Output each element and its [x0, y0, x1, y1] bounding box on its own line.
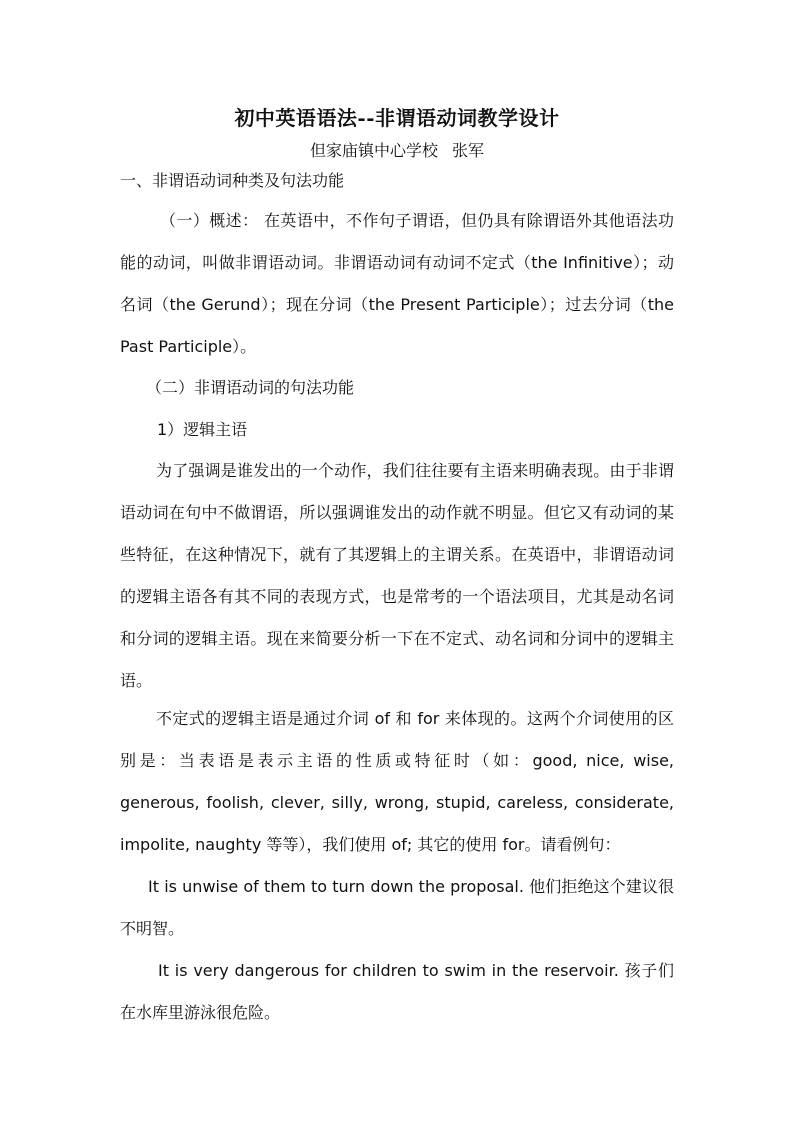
overview-paragraph: （一）概述： 在英语中，不作句子谓语，但仍具有除谓语外其他语法功能的动词，叫做非谓语动词。非谓语动词有动词不定式（the Infinitive）；动名词（the Gerund）；现在分词（the Present Participle）；过去分词（the Past Participle）。 [120, 211, 674, 356]
example-sentence-2: It is very dangerous for children to swim in the reservoir. 孩子们在水库里游泳很危险。 [120, 961, 674, 1022]
school-name: 但家庙镇中心学校 [309, 141, 438, 160]
document-title: 初中英语语法--非谓语动词教学设计 [234, 106, 560, 130]
logical-subject-paragraph: 为了强调是谁发出的一个动作，我们往往要有主语来明确表现。由于非谓语动词在句中不做谓语，所以强调谁发出的动作就不明显。但它又有动词的某些特征，在这种情况下，就有了其逻辑上的主谓关系。在英语中，非谓语动词的逻辑主语各有其不同的表现方式，也是常考的一个语法项目，尤其是动名词和分词的逻辑主语。现在来简要分析一下在不定式、动名词和分词中的逻辑主语。 [120, 461, 674, 690]
author-line [0, 139, 794, 163]
section-heading-1: 一、非谓语动词种类及句法功能 [120, 171, 345, 190]
author-name: 张军 [452, 141, 485, 160]
example-sentence-1: It is unwise of them to turn down the proposal. 他们拒绝这个建议很不明智。 [120, 877, 674, 938]
infinitive-paragraph: 不定式的逻辑主语是通过介词 of 和 for 来体现的。这两个介词使用的区别是：当表语是表示主语的性质或特征时（如：good, nice, wise, generous, foolish, clever, silly, wrong, stupid, careless, considerate, impolite, naughty 等等），我们使用 of; 其它的使用 for。请看例句： [120, 709, 674, 854]
subsection-heading-2: （二）非谓语动词的句法功能 [146, 378, 355, 397]
item-heading-logical-subject: 1）逻辑主语 [157, 420, 248, 439]
